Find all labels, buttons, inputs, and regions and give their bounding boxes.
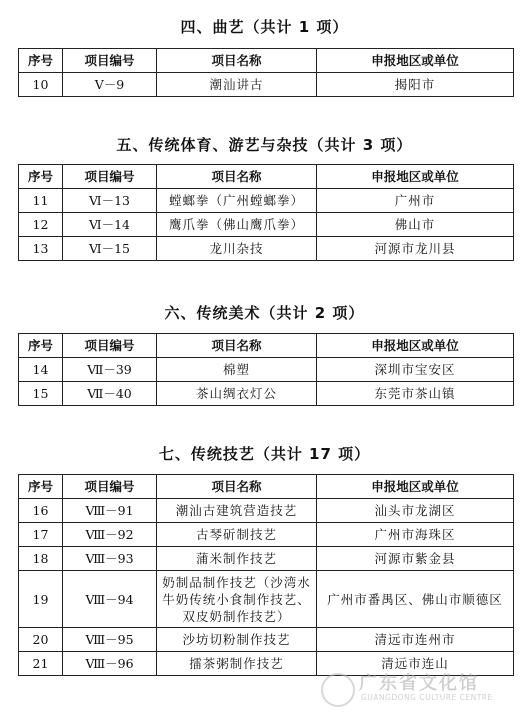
row-name: 茶山绸衣灯公 — [157, 382, 317, 406]
row-region: 东莞市茶山镇 — [317, 382, 514, 406]
row-no: 12 — [19, 213, 63, 237]
row-region: 河源市紫金县 — [317, 547, 514, 571]
row-name: 鹰爪拳（佛山鹰爪拳） — [157, 213, 317, 237]
row-region: 揭阳市 — [317, 73, 514, 97]
row-region: 汕头市龙湖区 — [317, 499, 514, 523]
culture-centre-logo-icon — [321, 673, 355, 707]
table-row — [19, 628, 514, 652]
row-name: 擂茶粥制作技艺 — [157, 652, 317, 676]
row-region: 河源市龙川县 — [317, 237, 514, 261]
header-code: 项目编号 — [63, 475, 157, 499]
header-code: 项目编号 — [63, 165, 157, 189]
row-no: 18 — [19, 547, 63, 571]
table-row — [19, 499, 514, 523]
row-code: Ⅷ－94 — [63, 571, 157, 628]
table-header-row — [19, 334, 514, 358]
row-code: Ⅷ－96 — [63, 652, 157, 676]
table-quyi — [18, 48, 514, 97]
section-title: 六、传统美术（共计 2 项） — [164, 304, 365, 322]
header-region: 申报地区或单位 — [317, 165, 514, 189]
table-crafts — [18, 474, 514, 676]
row-code: Ⅷ－95 — [63, 628, 157, 652]
watermark-text: 广东省文化馆 — [359, 673, 479, 694]
table-row — [19, 213, 514, 237]
header-no: 序号 — [19, 334, 63, 358]
row-region: 深圳市宝安区 — [317, 358, 514, 382]
row-name: 沙坊切粉制作技艺 — [157, 628, 317, 652]
table-row — [19, 523, 514, 547]
header-no: 序号 — [19, 165, 63, 189]
table-row — [19, 189, 514, 213]
table-header-row — [19, 49, 514, 73]
row-no: 14 — [19, 358, 63, 382]
row-no: 21 — [19, 652, 63, 676]
row-code: Ⅵ－15 — [63, 237, 157, 261]
row-region: 清远市连山 — [317, 652, 514, 676]
header-no: 序号 — [19, 475, 63, 499]
row-code: Ⅷ－92 — [63, 523, 157, 547]
header-name: 项目名称 — [157, 49, 317, 73]
table-row — [19, 382, 514, 406]
row-name: 龙川杂技 — [157, 237, 317, 261]
header-no: 序号 — [19, 49, 63, 73]
header-name: 项目名称 — [157, 165, 317, 189]
table-row — [19, 547, 514, 571]
row-no: 15 — [19, 382, 63, 406]
table-row — [19, 571, 514, 628]
section-title: 四、曲艺（共计 1 项） — [180, 18, 349, 36]
row-code: Ⅵ－13 — [63, 189, 157, 213]
row-name: 棉塑 — [157, 358, 317, 382]
row-region: 广州市海珠区 — [317, 523, 514, 547]
row-name: 潮汕讲古 — [157, 73, 317, 97]
header-region: 申报地区或单位 — [317, 49, 514, 73]
table-sports — [18, 164, 514, 261]
row-name: 蒲米制作技艺 — [157, 547, 317, 571]
section-title: 五、传统体育、游艺与杂技（共计 3 项） — [116, 136, 413, 154]
row-code: Ⅶ－39 — [63, 358, 157, 382]
row-no: 16 — [19, 499, 63, 523]
table-row — [19, 73, 514, 97]
table-header-row — [19, 475, 514, 499]
row-no: 13 — [19, 237, 63, 261]
row-code: Ⅶ－40 — [63, 382, 157, 406]
row-region: 清远市连州市 — [317, 628, 514, 652]
watermark — [321, 669, 521, 709]
row-no: 19 — [19, 571, 63, 628]
row-name: 螳螂拳（广州螳螂拳） — [157, 189, 317, 213]
section-title: 七、传统技艺（共计 17 项） — [158, 445, 371, 463]
table-header-row — [19, 165, 514, 189]
header-name: 项目名称 — [157, 334, 317, 358]
table-arts — [18, 333, 514, 406]
row-code: Ⅷ－91 — [63, 499, 157, 523]
table-row — [19, 358, 514, 382]
row-name: 古琴斫制技艺 — [157, 523, 317, 547]
row-name: 奶制品制作技艺（沙湾水牛奶传统小食制作技艺、双皮奶制作技艺） — [157, 571, 317, 628]
watermark-subtext: GUANGDONG CULTURE CENTRE — [361, 693, 493, 702]
row-no: 20 — [19, 628, 63, 652]
header-region: 申报地区或单位 — [317, 475, 514, 499]
table-row — [19, 237, 514, 261]
header-name: 项目名称 — [157, 475, 317, 499]
row-code: Ⅵ－14 — [63, 213, 157, 237]
row-code: Ⅷ－93 — [63, 547, 157, 571]
row-name: 潮汕古建筑营造技艺 — [157, 499, 317, 523]
header-code: 项目编号 — [63, 49, 157, 73]
row-region: 广州市番禺区、佛山市顺德区 — [317, 571, 514, 628]
row-no: 11 — [19, 189, 63, 213]
row-no: 17 — [19, 523, 63, 547]
row-no: 10 — [19, 73, 63, 97]
row-code: Ⅴ－9 — [63, 73, 157, 97]
header-region: 申报地区或单位 — [317, 334, 514, 358]
row-region: 佛山市 — [317, 213, 514, 237]
header-code: 项目编号 — [63, 334, 157, 358]
row-region: 广州市 — [317, 189, 514, 213]
